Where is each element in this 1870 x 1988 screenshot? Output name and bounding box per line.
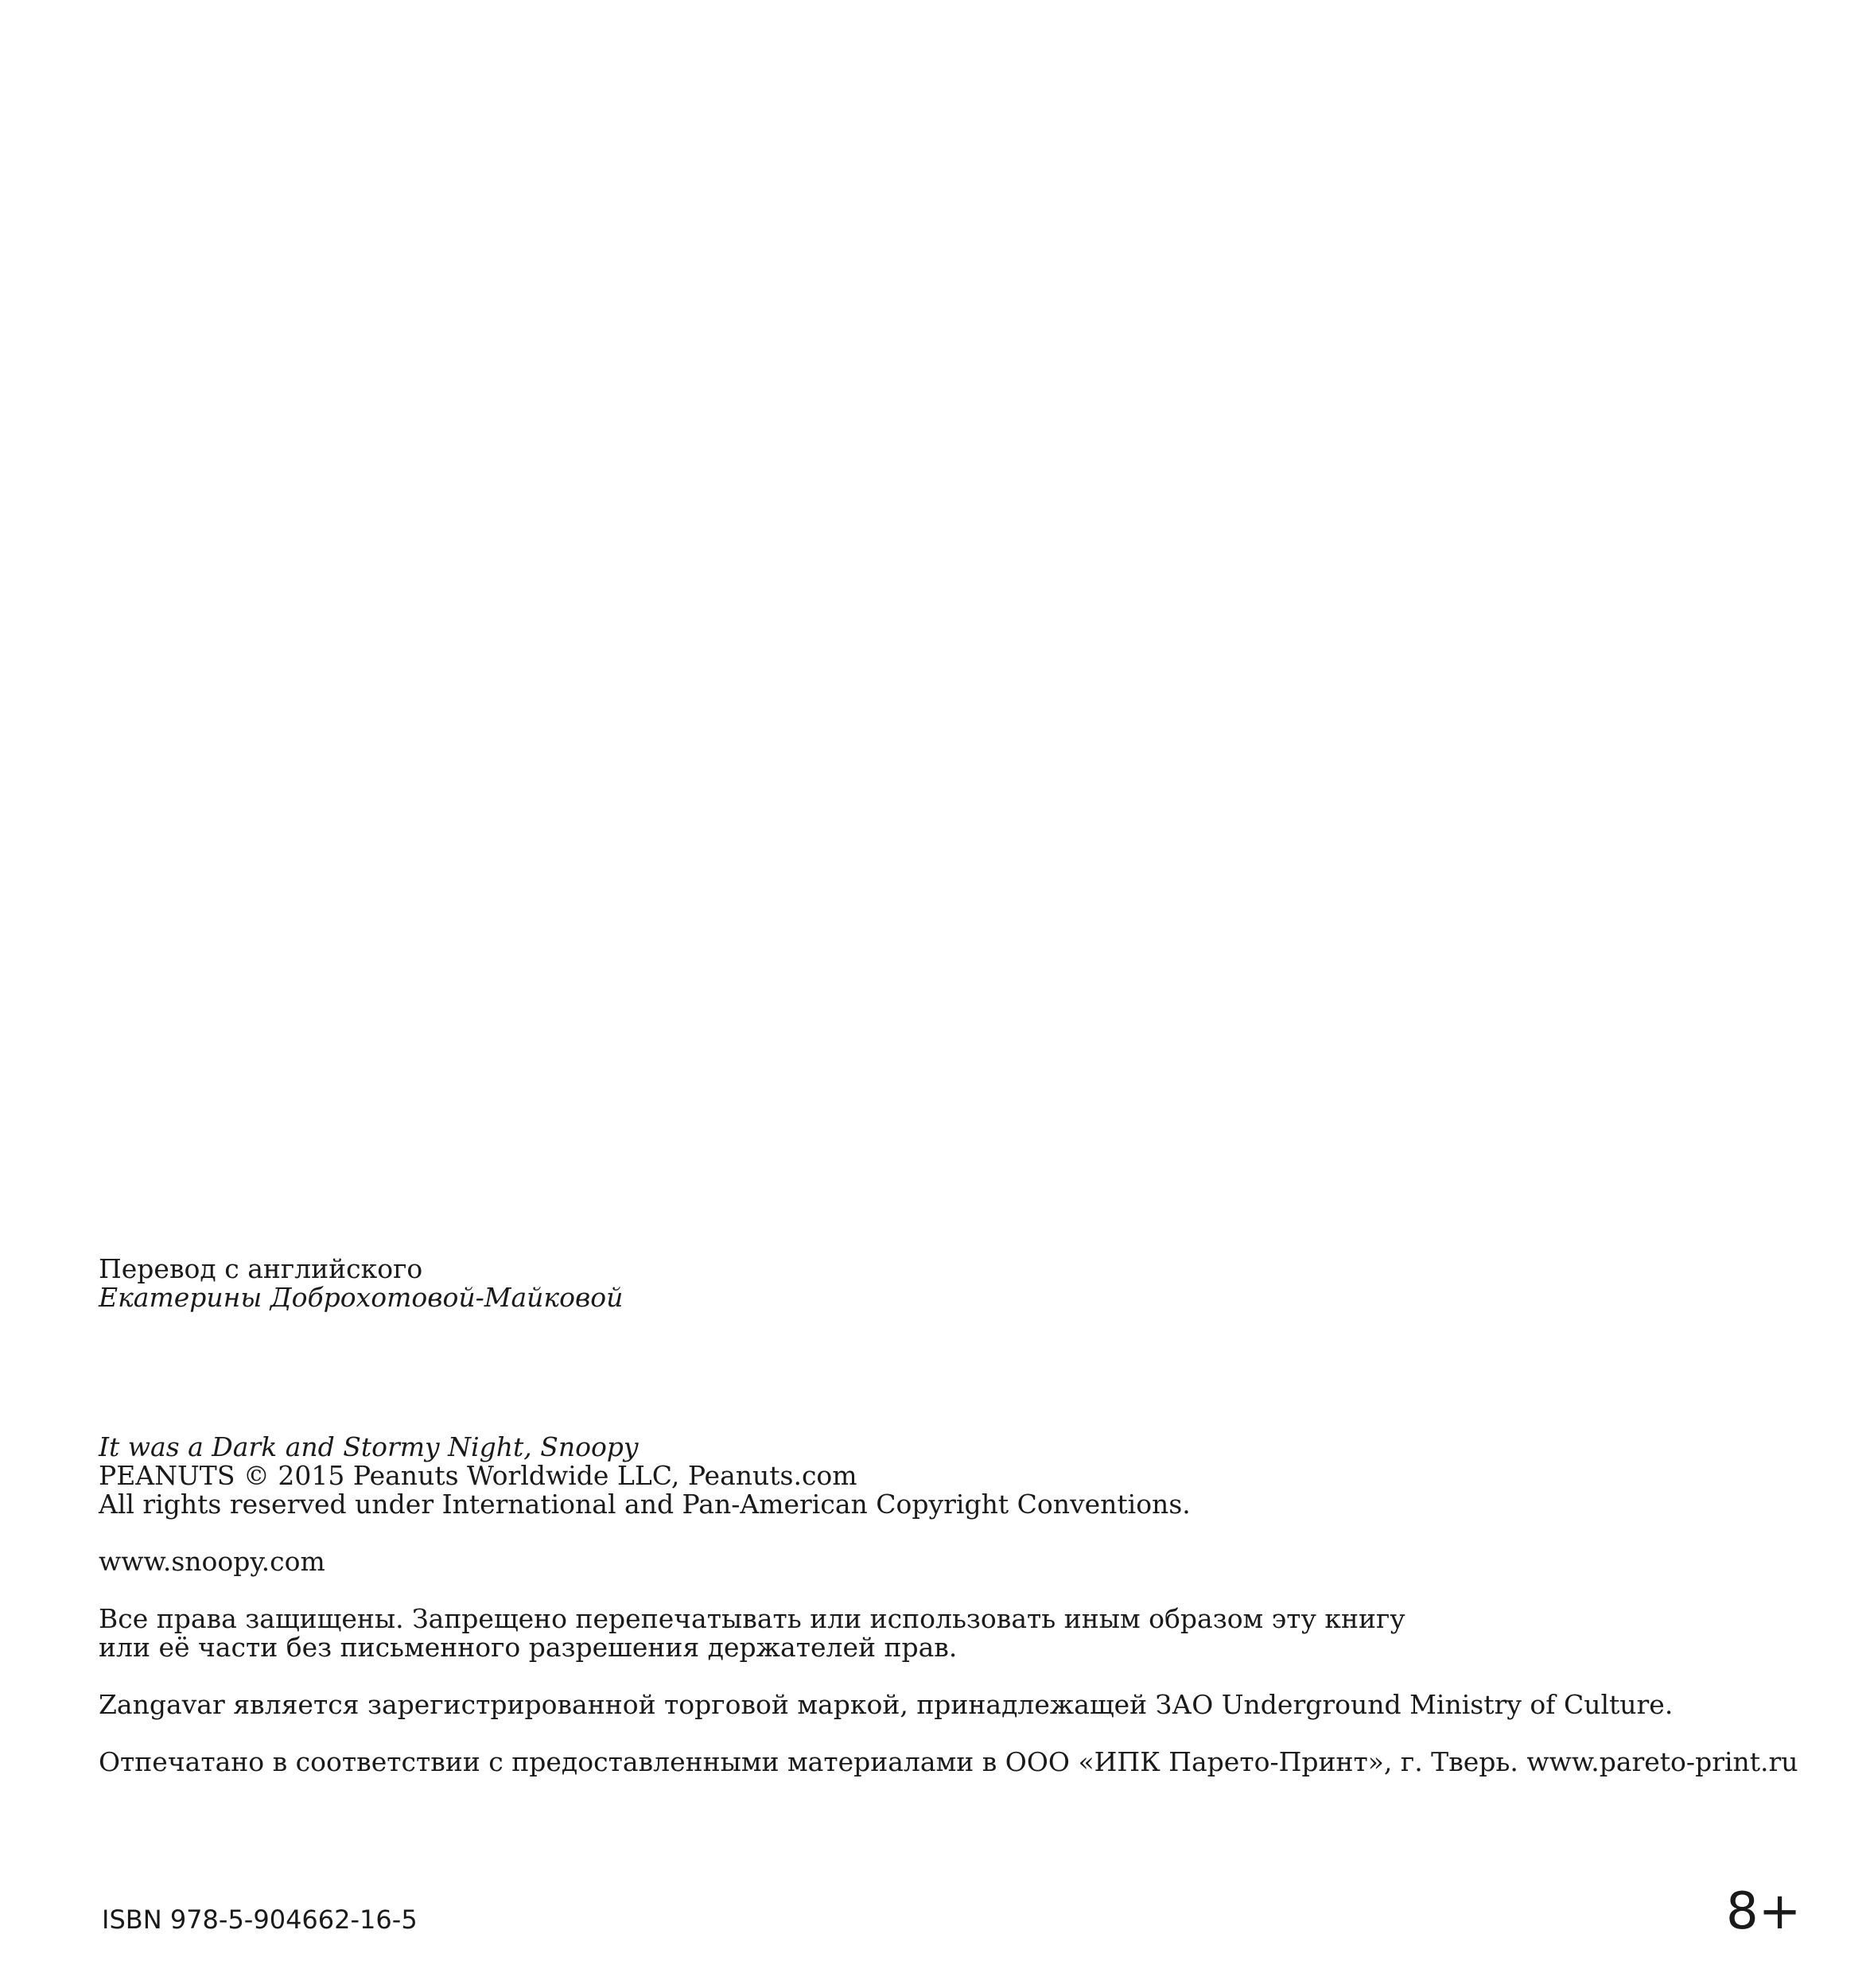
printing-notice: Отпечатано в соответствии с предоставленными материалами в ООО «ИПК Парето-Принт», г. Тверь. www.pareto-print.ru [99,1746,1798,1777]
rights-reserved-en: All rights reserved under International and Pan-American Copyright Conventions. [99,1489,1191,1520]
peanuts-copyright: PEANUTS © 2015 Peanuts Worldwide LLC, Peanuts.com [99,1460,857,1491]
translation-label: Перевод с английского [99,1253,423,1284]
trademark-notice: Zangavar является зарегистрированной торговой маркой, принадлежащей ЗАО Underground Ministry of Culture. [99,1689,1674,1720]
original-title: It was a Dark and Stormy Night, Snoopy [99,1431,639,1462]
rights-notice-line-1: Все права защищены. Запрещено перепечатывать или использовать иным образом эту книгу [99,1603,1405,1634]
website-link[interactable]: www.snoopy.com [99,1546,325,1577]
rights-notice-line-2: или её части без письменного разрешения держателей прав. [99,1632,958,1663]
isbn: ISBN 978-5-904662-16-5 [102,1905,418,1935]
age-rating: 8+ [1726,1882,1802,1941]
translator-name: Екатерины Доброхотовой-Майковой [99,1282,624,1313]
